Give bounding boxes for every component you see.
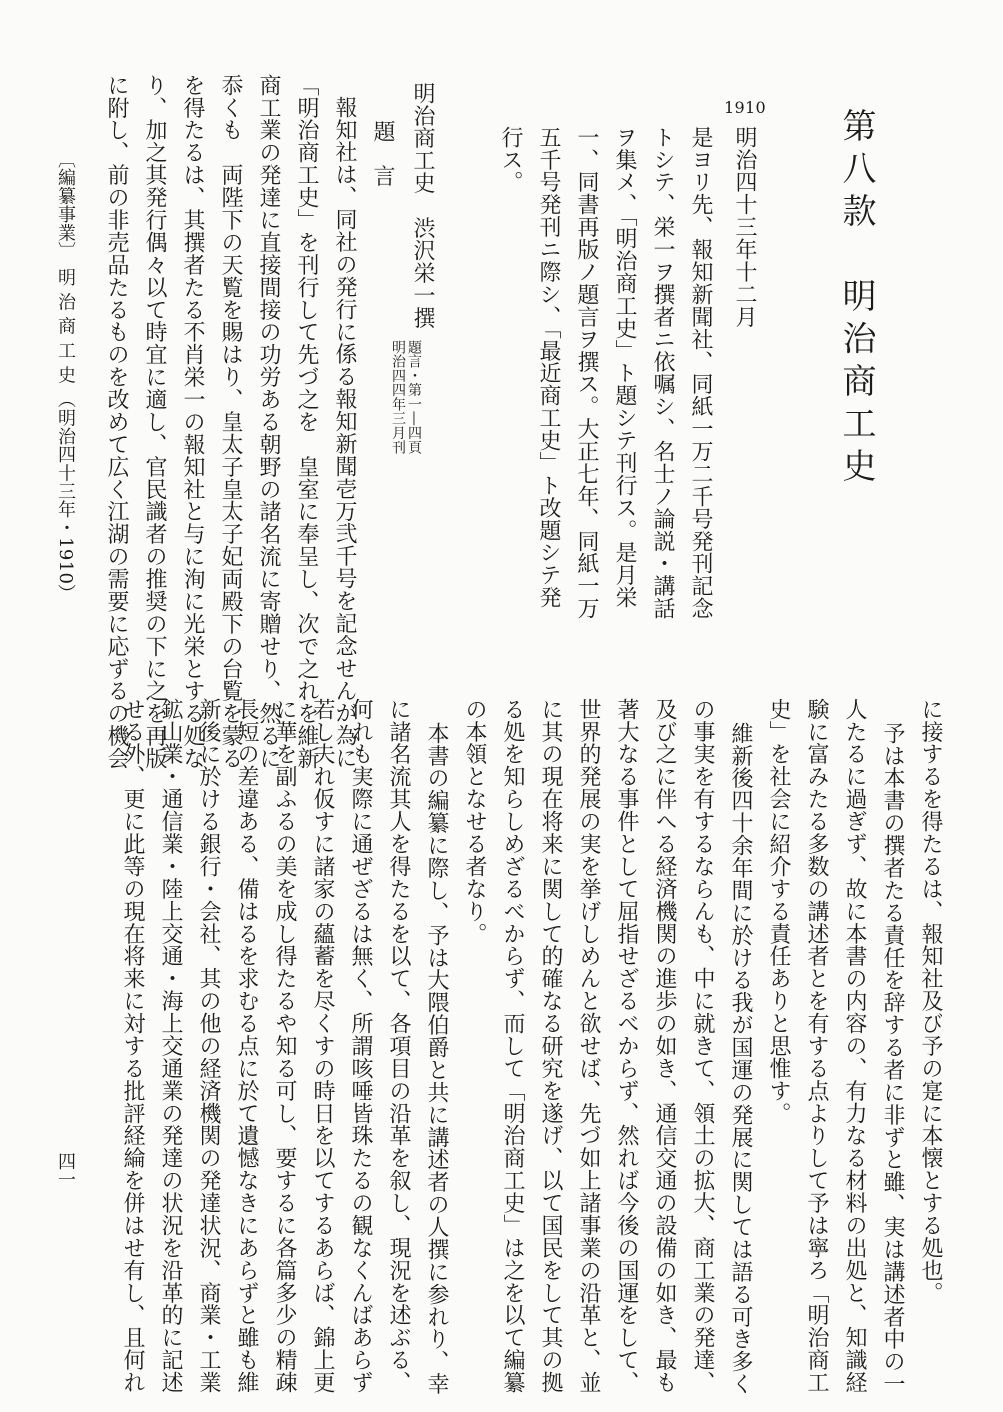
body-line: 本書の編纂に際し、予は大隈伯爵と共に講述者の人撰に参れり、幸 (424, 722, 449, 1396)
body-line: 「明治商工史」を刊行して先づ之を 皇室に奉呈し、次で之れを維新 (294, 74, 319, 770)
body-line: 新後に於ける銀行・会社、其の他の経済機関の発達状況、商業・工業 (196, 698, 221, 1394)
body-line: 忝くも 両陛下の天覧を賜はり、皇太子皇太子妃両殿下の台覧を蒙る (218, 74, 243, 770)
body-line: 世界的発展の実を挙げしめんと欲せば、先づ如上諸事業の沿革と、並 (576, 698, 601, 1394)
narrative-line: トシテ、栄一ヲ撰者ニ依嘱シ、名士ノ論説・講話 (650, 126, 675, 620)
footer-running-title: 明 治 商 工 史 （明治四十三年・1910） (55, 268, 76, 603)
section-title: 第八款 明治商工史 (836, 108, 876, 491)
body-line: 史」を社会に紹介する責任ありと思惟す。 (766, 698, 791, 1125)
citation-line: 題言・第一―四頁 (406, 340, 422, 455)
body-line: 何れも実際に通ぜざるは無く、所謂咳唾皆珠たるの観なくんばあらず (348, 698, 373, 1394)
body-line: に諸名流其人を得たるを以て、各項目の沿革を叙し、現況を述ぶる、 (386, 698, 411, 1394)
body-line: 予は本書の撰者たる責任を辞する者に非ずと雖、実は講述者中の一 (880, 722, 905, 1396)
body-line: 人たるに過ぎず、故に本書の内容の、有力なる材料の出処と、知識経 (842, 698, 867, 1394)
narrative-line: ヲ集メ、「明治商工史」ト題シテ刊行ス。是月栄 (612, 126, 637, 609)
section-date: 明治四十三年十二月 (732, 126, 757, 328)
body-line: に華を副ふるの美を成し得たるや知る可し、要するに各篇多少の精疎 (272, 698, 297, 1394)
narrative-line: 一、同書再版ノ題言ヲ撰ス。大正七年、同紙一万 (574, 126, 599, 620)
body-line: の本領となせる者なり。 (462, 698, 487, 945)
body-line: 若し夫れ仮すに諸家の蘊蓄を尽くすの時日を以てするあらば、錦上更 (310, 698, 335, 1394)
body-line: 商工業の発達に直接間接の功労ある朝野の諸名流に寄贈せり、然るに (256, 74, 281, 770)
body-line: 長短の差違ある、備はるを求むる点に於て遺憾なきにあらずと雖も維 (234, 698, 259, 1394)
body-line: に接するを得たるは、報知社及び予の寔に本懐とする処也。 (918, 698, 943, 1304)
body-line: 及び之に伴へる経済機関の進歩の如き、通信交通の設備の如き、最も (652, 698, 677, 1394)
document-heading: 題 言 (370, 120, 395, 188)
body-line: 維新後四十余年間に於ける我が国運の発展に関しては語る可き多く (728, 722, 753, 1396)
body-line: の事実を有するならんも、中に就きて、領土の拡大、商工業の発達、 (690, 698, 715, 1394)
document-title: 明治商工史 渋沢栄一撰 (410, 82, 435, 329)
body-line: 報知社は、同社の発行に係る報知新聞壱万弐千号を記念せんが為に (332, 96, 357, 770)
footer-category: 〔編纂事業〕 (55, 150, 76, 261)
body-line: 鉱山業・通信業・陸上交通・海上交通業の発達の状況を沿革的に記述 (158, 698, 183, 1394)
body-line: り、加之其発行偶々以て時宜に適し、官民識者の推奨の下に之を再版 (142, 74, 167, 770)
citation-line: 明治四四年三月刊 (390, 340, 406, 455)
narrative-line: 五千号発刊ニ際シ、「最近商工史」ト改題シテ発 (536, 126, 561, 609)
narrative-line: 是ヨリ先、報知新聞社、同紙一万二千号発刊記念 (688, 126, 713, 620)
body-line: る処を知らしめざるべからず、而して「明治商工史」は之を以て編纂 (500, 698, 525, 1394)
body-line: に附し、前の非売品たるものを改めて広く江湖の需要に応ずるの機会 (104, 74, 129, 770)
body-line: 著大なる事件として屈指せざるべからず、然れば今後の国運をして、 (614, 698, 639, 1394)
body-line: に其の現在将来に関して的確なる研究を遂げ、以て国民をして其の拠 (538, 698, 563, 1394)
body-line: を得たるは、其撰者たる不肖栄一の報知社と与に洵に光栄とする処な (180, 74, 205, 770)
body-line: せる外、更に此等の現在将来に対する批評経綸を併はせ有し、且何れ (120, 698, 145, 1394)
year-western: 1910 (724, 98, 766, 117)
narrative-line: 行ス。 (498, 126, 523, 194)
body-line: 験に富みたる多数の講述者とを有する点よりして予は寧ろ「明治商工 (804, 698, 829, 1394)
page-number: 四一 (55, 1152, 76, 1189)
